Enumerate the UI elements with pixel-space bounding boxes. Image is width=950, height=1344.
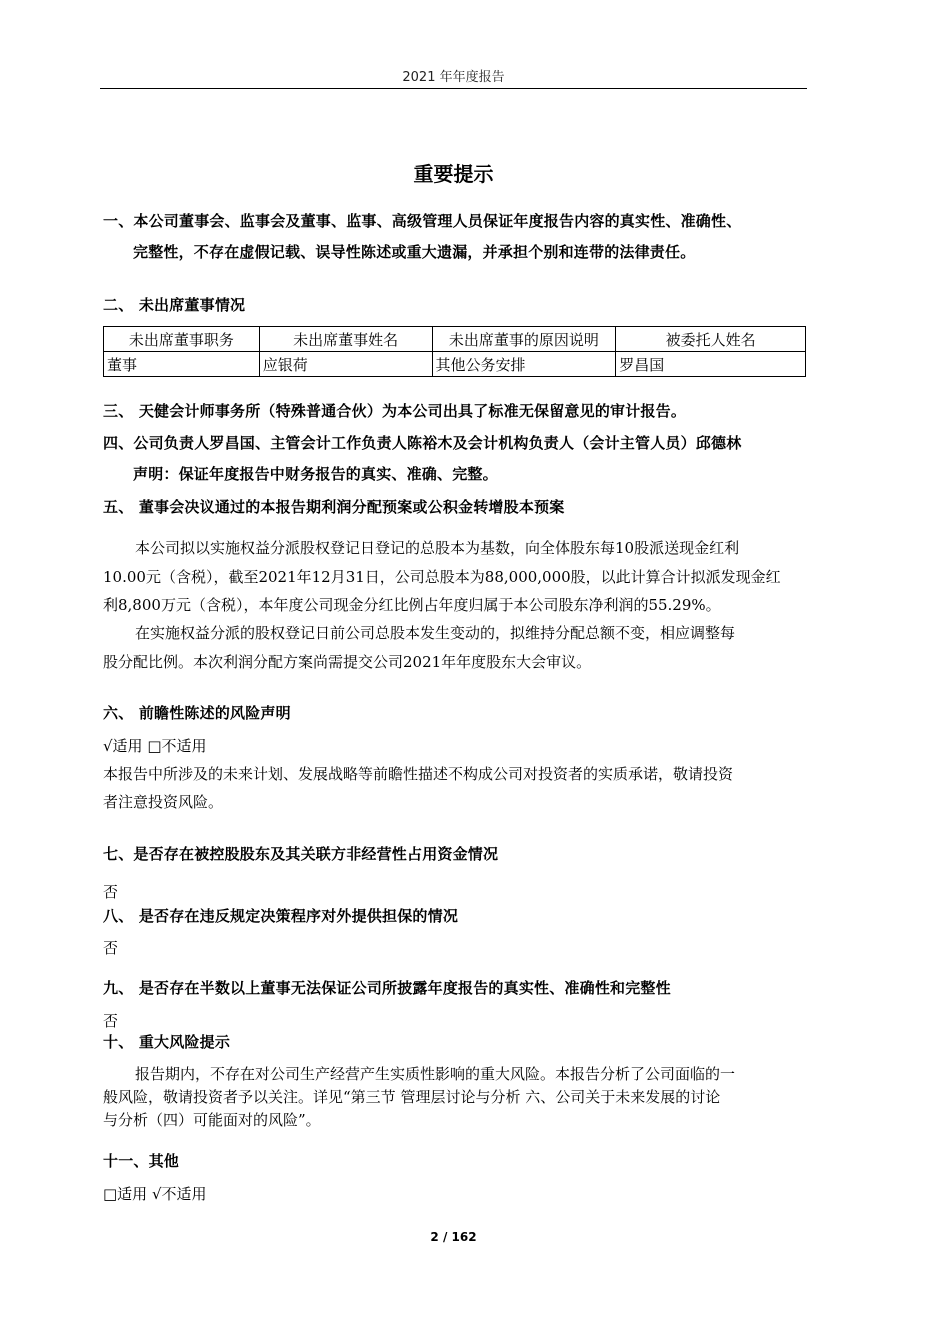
table-cell: 其他公务安排 — [432, 352, 616, 377]
section-10-text-line: 与分析（四）可能面对的风险”。 — [103, 1111, 321, 1129]
table-row — [104, 352, 806, 377]
page-title: 重要提示 — [413, 162, 494, 186]
section-5-paragraph-1-line: 10.00元（含税），截至2021年12月31日，公司总股本为88,000,000股，以此计算合计拟派发现金红 — [103, 568, 781, 586]
table-header-cell: 未出席董事姓名 — [259, 327, 432, 352]
section-4-line-2: 声明：保证年度报告中财务报告的真实、准确、完整。 — [133, 465, 498, 483]
section-11-heading: 十一、其他 — [103, 1152, 180, 1170]
absent-directors-table — [103, 326, 806, 377]
header-divider — [100, 88, 807, 89]
page-number: 2 / 162 — [430, 1230, 477, 1244]
section-5-paragraph-1-line: 本公司拟以实施权益分派股权登记日登记的总股本为基数，向全体股东每10股派送现金红利 — [135, 539, 740, 557]
table-header-cell: 未出席董事的原因说明 — [432, 327, 616, 352]
table-header-cell: 未出席董事职务 — [104, 327, 260, 352]
table-cell: 应银荷 — [259, 352, 432, 377]
section-6-text-line: 者注意投资风险。 — [103, 793, 224, 811]
section-10-heading: 十、 重大风险提示 — [103, 1033, 231, 1051]
section-5-paragraph-2-line: 在实施权益分派的股权登记日前公司总股本发生变动的，拟维持分配总额不变，相应调整每 — [135, 624, 736, 642]
table-header-row — [104, 327, 806, 352]
section-5-paragraph-2-line: 股分配比例。本次利润分配方案尚需提交公司2021年年度股东大会审议。 — [103, 653, 592, 671]
section-3-text: 三、 天健会计师事务所（特殊普通合伙）为本公司出具了标准无保留意见的审计报告。 — [103, 402, 687, 420]
table-cell: 董事 — [104, 352, 260, 377]
section-6-heading: 六、 前瞻性陈述的风险声明 — [103, 704, 291, 722]
section-4-line-1: 四、公司负责人罗昌国、主管会计工作负责人陈裕木及会计机构负责人（会计主管人员）邱德林 — [103, 434, 742, 452]
section-1-line-1: 一、本公司董事会、监事会及董事、监事、高级管理人员保证年度报告内容的真实性、准确性、 — [103, 212, 742, 230]
running-header: 2021 年年度报告 — [402, 70, 505, 85]
section-7-answer: 否 — [103, 883, 119, 901]
section-6-text-line: 本报告中所涉及的未来计划、发展战略等前瞻性描述不构成公司对投资者的实质承诺，敬请投资 — [103, 765, 734, 783]
section-7-heading: 七、是否存在被控股股东及其关联方非经营性占用资金情况 — [103, 845, 499, 863]
section-2-heading: 二、 未出席董事情况 — [103, 296, 246, 314]
section-5-heading: 五、 董事会决议通过的本报告期利润分配预案或公积金转增股本预案 — [103, 498, 565, 516]
section-8-answer: 否 — [103, 939, 119, 957]
table-header-cell: 被委托人姓名 — [616, 327, 806, 352]
section-9-answer: 否 — [103, 1012, 119, 1030]
section-10-text-line: 般风险，敬请投资者予以关注。详见“第三节 管理层讨论与分析 六、公司关于未来发展的讨论 — [103, 1088, 721, 1106]
section-5-paragraph-1-line: 利8,800万元（含税），本年度公司现金分红比例占年度归属于本公司股东净利润的55.29%。 — [103, 596, 721, 614]
table-cell: 罗昌国 — [616, 352, 806, 377]
section-8-heading: 八、 是否存在违反规定决策程序对外提供担保的情况 — [103, 907, 459, 925]
section-6-applicability: √适用 □不适用 — [103, 737, 207, 755]
section-1-line-2: 完整性，不存在虚假记载、误导性陈述或重大遗漏，并承担个别和连带的法律责任。 — [133, 243, 696, 261]
section-11-applicability: □适用 √不适用 — [103, 1185, 207, 1203]
section-9-heading: 九、 是否存在半数以上董事无法保证公司所披露年度报告的真实性、准确性和完整性 — [103, 979, 671, 997]
section-10-text-line: 报告期内，不存在对公司生产经营产生实质性影响的重大风险。本报告分析了公司面临的一 — [135, 1065, 736, 1083]
